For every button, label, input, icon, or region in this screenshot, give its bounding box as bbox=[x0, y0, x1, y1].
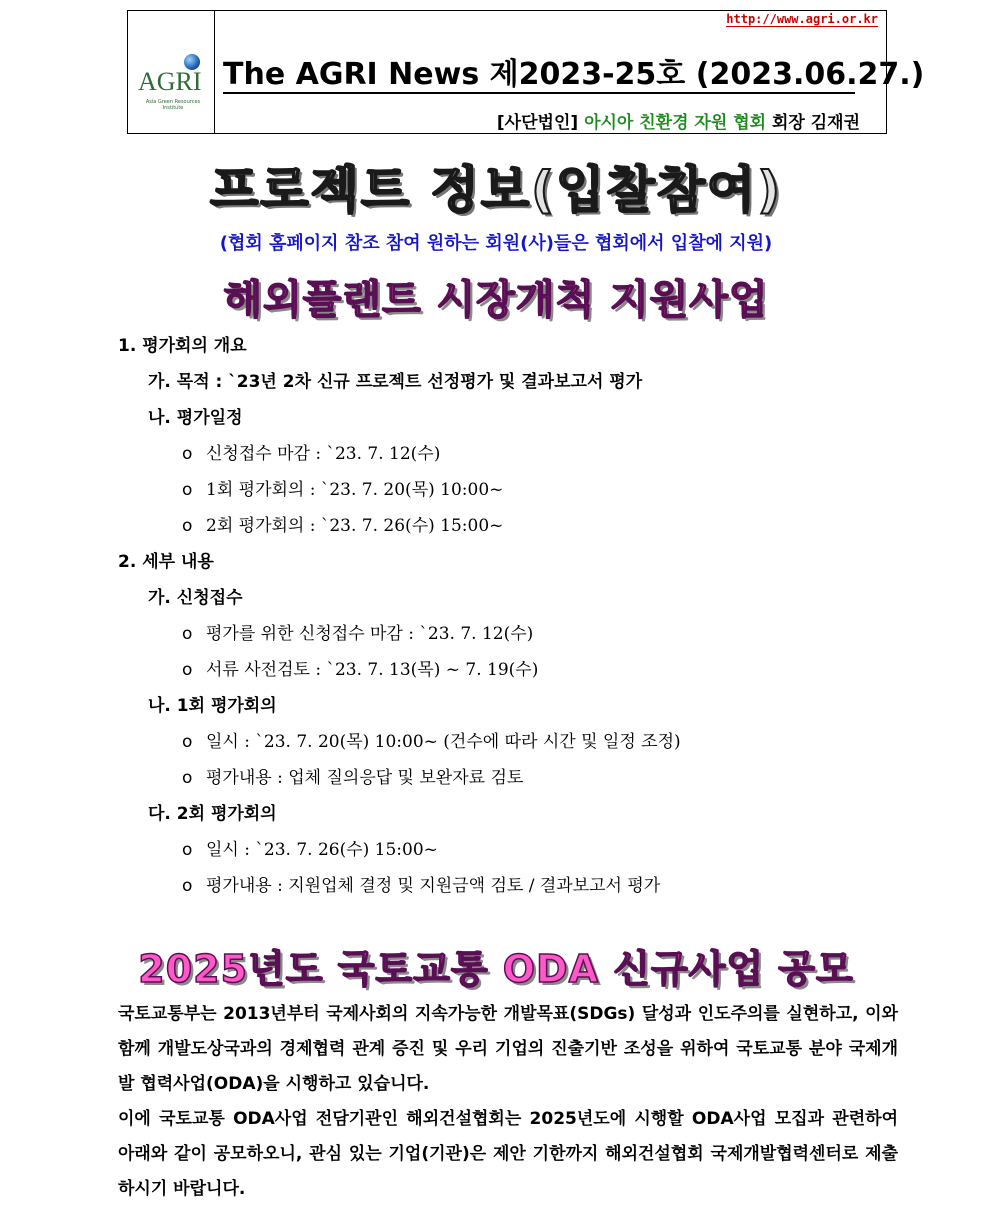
bullet-icon: o bbox=[182, 480, 193, 500]
publisher-president: 회장 김재권 bbox=[771, 113, 860, 133]
section-1a-purpose: 가. 목적 : `23년 2차 신규 프로젝트 선정평가 및 결과보고서 평가 bbox=[148, 372, 643, 392]
bullet-icon: o bbox=[182, 732, 193, 752]
section-1-heading: 1. 평가회의 개요 bbox=[118, 336, 247, 356]
section-2-heading: 2. 세부 내용 bbox=[118, 552, 214, 572]
list-item: o 2회 평가회의 : `23. 7. 26(수) 15:00~ bbox=[182, 516, 504, 536]
project-info-banner: 프로젝트 정보(입찰참여) bbox=[209, 161, 783, 219]
oda-paragraph-1: 국토교통부는 2013년부터 국제사회의 지속가능한 개발목표(SDGs) 달성과 인도주의를 실현하고, 이와 함께 개발도상국과의 경제협력 관계 증진 및 우리 기업의 진출기반 조성을 위하여 국토교통 분야 국제개발 협력사업(ODA)을 시행하고 있습니다. bbox=[118, 1004, 898, 1094]
bullet-icon: o bbox=[182, 444, 193, 464]
list-item: o 신청접수 마감 : `23. 7. 12(수) bbox=[182, 444, 441, 464]
publisher-prefix: [사단법인] bbox=[496, 113, 579, 133]
list-item: o 평가를 위한 신청접수 마감 : `23. 7. 12(수) bbox=[182, 624, 534, 644]
agri-logo: AGRI bbox=[138, 67, 202, 96]
bullet-icon: o bbox=[182, 624, 193, 644]
bullet-icon: o bbox=[182, 840, 193, 860]
section-1b-heading: 나. 평가일정 bbox=[148, 408, 243, 428]
newsletter-title: The AGRI News 제2023-25호 (2023.06.27.) bbox=[223, 57, 925, 92]
section-2c-heading: 다. 2회 평가회의 bbox=[148, 804, 277, 824]
publisher-line bbox=[497, 108, 860, 133]
section-2b-heading: 나. 1회 평가회의 bbox=[148, 696, 277, 716]
bullet-icon: o bbox=[182, 516, 193, 536]
bullet-icon: o bbox=[182, 876, 193, 896]
oda-call-banner: 2025년도 국토교통 ODA 신규사업 공모 bbox=[138, 947, 854, 991]
list-item: o 평가내용 : 업체 질의응답 및 보완자료 검토 bbox=[182, 768, 524, 788]
list-item: o 평가내용 : 지원업체 결정 및 지원금액 검토 / 결과보고서 평가 bbox=[182, 876, 661, 896]
list-item: o 일시 : `23. 7. 26(수) 15:00~ bbox=[182, 840, 438, 860]
bullet-icon: o bbox=[182, 768, 193, 788]
section-2a-heading: 가. 신청접수 bbox=[148, 588, 243, 608]
oda-announcement bbox=[118, 997, 898, 1207]
list-item: o 1회 평가회의 : `23. 7. 20(목) 10:00~ bbox=[182, 480, 504, 500]
publisher-association: 아시아 친환경 자원 협회 bbox=[584, 113, 767, 133]
agri-logo-subtitle: Asia Green Resources Institute bbox=[145, 99, 201, 111]
website-link[interactable]: http://www.agri.or.kr bbox=[726, 12, 878, 26]
bullet-icon: o bbox=[182, 660, 193, 680]
list-item: o 일시 : `23. 7. 20(목) 10:00~ (건수에 따라 시간 및 일정 조정) bbox=[182, 732, 681, 752]
title-underline bbox=[223, 92, 855, 94]
newsletter-header bbox=[127, 10, 925, 134]
overseas-plant-banner: 해외플랜트 시장개척 지원사업 bbox=[223, 277, 769, 323]
oda-paragraph-2: 이에 국토교통 ODA사업 전담기관인 해외건설협회는 2025년도에 시행할 ODA사업 모집과 관련하여 아래와 같이 공모하오니, 관심 있는 기업(기관)은 제안 기한까지 해외건설협회 국제개발협력센터로 제출하시기 바랍니다. bbox=[118, 1109, 898, 1199]
logo-cell bbox=[128, 11, 215, 133]
list-item: o 서류 사전검토 : `23. 7. 13(목) ~ 7. 19(수) bbox=[182, 660, 539, 680]
participation-note: (협회 홈페이지 참조 참여 원하는 회원(사)들은 협회에서 입찰에 지원) bbox=[219, 233, 773, 254]
